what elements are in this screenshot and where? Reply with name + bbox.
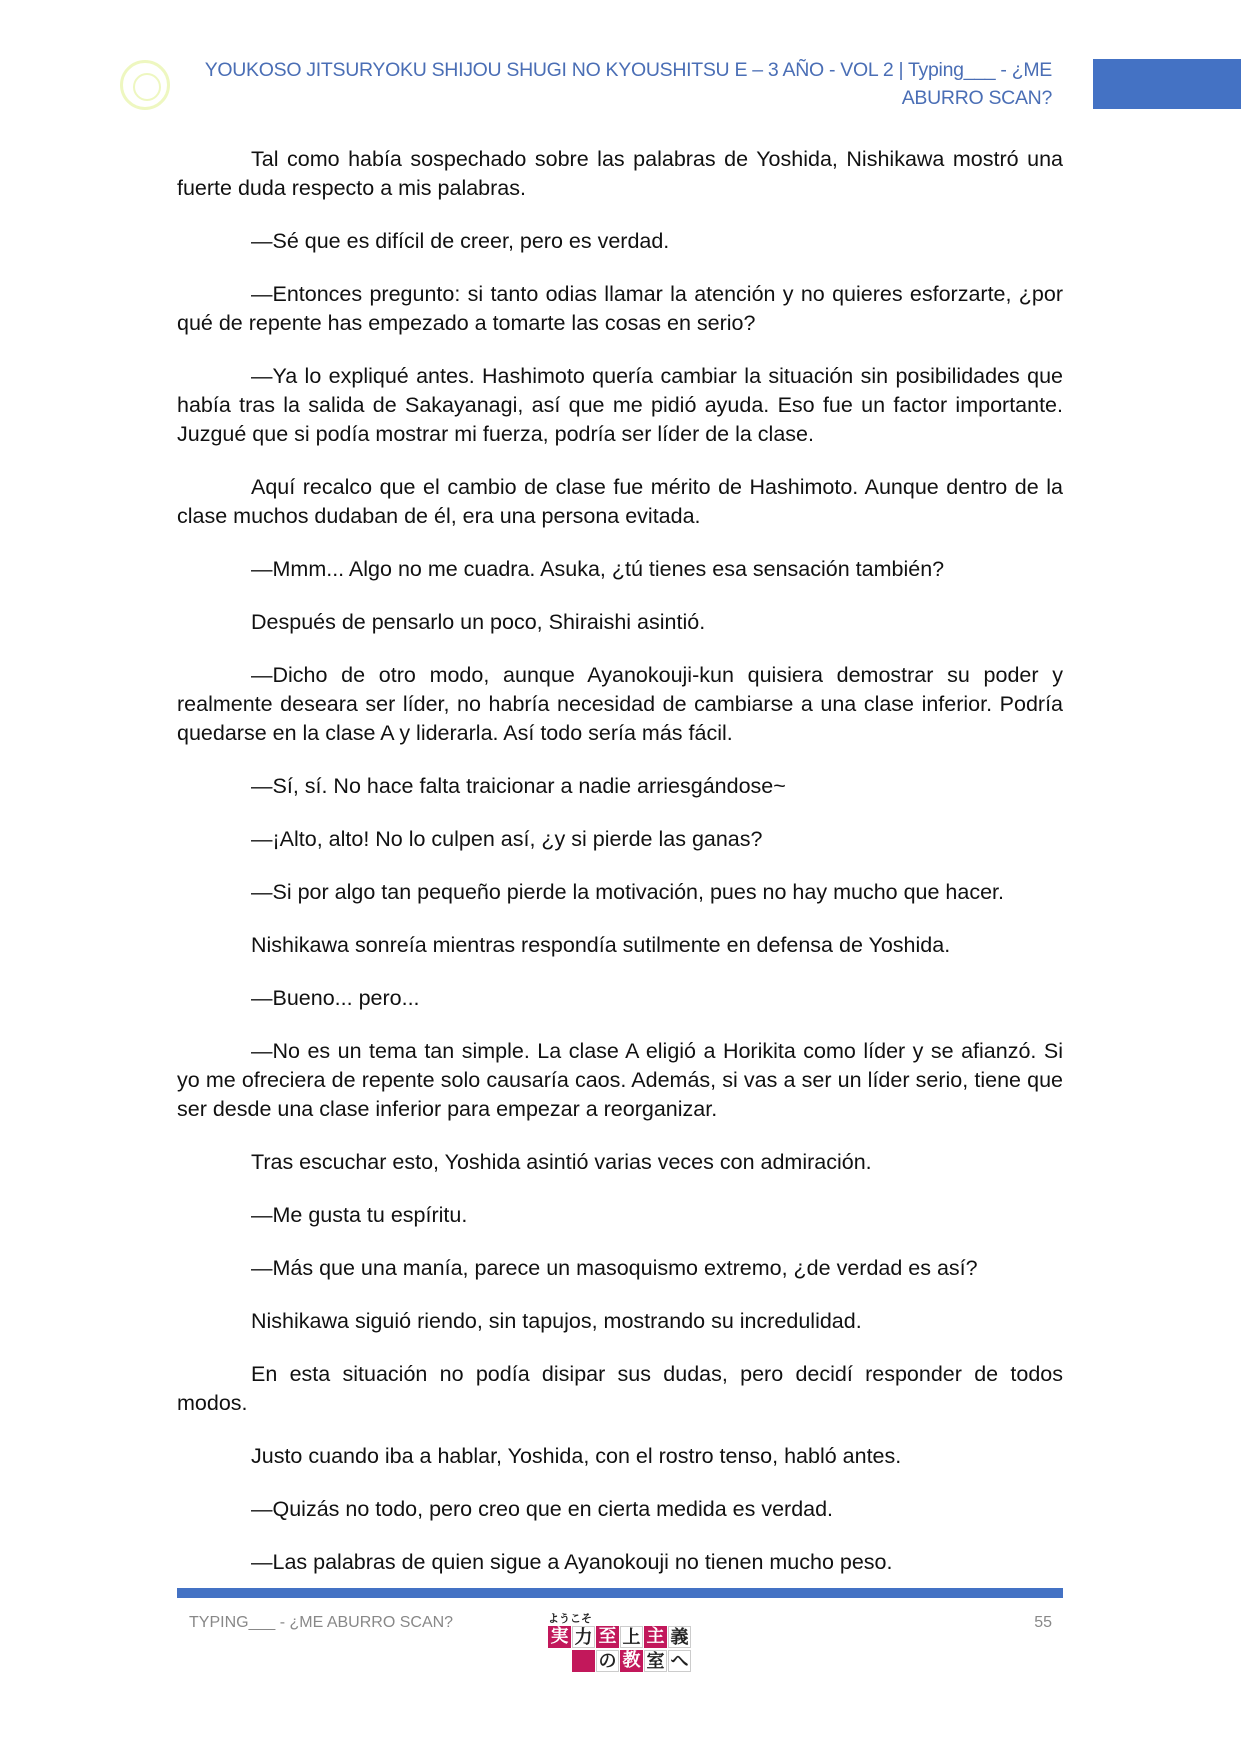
paragraph: —Mmm... Algo no me cuadra. Asuka, ¿tú tienes esa sensación también? — [251, 557, 945, 581]
header-accent-block — [1093, 59, 1241, 109]
paragraph: —Sí, sí. No hace falta traicionar a nadie arriesgándose~ — [251, 774, 786, 798]
paragraph: Nishikawa siguió riendo, sin tapujos, mostrando su incredulidad. — [251, 1309, 862, 1333]
page-number: 55 — [1034, 1614, 1052, 1631]
paragraph: Tras escuchar esto, Yoshida asintió varias veces con admiración. — [251, 1150, 872, 1174]
paragraph: Justo cuando iba a hablar, Yoshida, con el rostro tenso, habló antes. — [251, 1444, 902, 1468]
footer-credit: TYPING___ - ¿ME ABURRO SCAN? — [189, 1614, 454, 1631]
paragraph: —Las palabras de quien sigue a Ayanokouji no tienen mucho peso. — [251, 1550, 893, 1574]
series-logo: ようこそ 実 力 至 上 主 義 の 教 室 へ — [548, 1610, 694, 1676]
paragraph: Tal como había sospechado sobre las palabras de Yoshida, Nishikawa mostró una fuerte duda respecto a mis palabras. — [177, 147, 1063, 200]
paragraph: —Más que una manía, parece un masoquismo extremo, ¿de verdad es así? — [251, 1256, 978, 1280]
paragraph: —Me gusta tu espíritu. — [251, 1203, 468, 1227]
paragraph: —Quizás no todo, pero creo que en cierta medida es verdad. — [251, 1497, 834, 1521]
paragraph: Aquí recalco que el cambio de clase fue mérito de Hashimoto. Aunque dentro de la clase muchos dudaban de él, era una persona evitada. — [177, 475, 1063, 528]
paragraph: —Entonces pregunto: si tanto odias llamar la atención y no quieres esforzarte, ¿por qué de repente has empezado a tomarte las cosas en serio? — [177, 282, 1063, 335]
paragraph: —Si por algo tan pequeño pierde la motivación, pues no hay mucho que hacer. — [251, 880, 1004, 904]
paragraph: Después de pensarlo un poco, Shiraishi asintió. — [251, 610, 706, 634]
paragraph: Nishikawa sonreía mientras respondía sutilmente en defensa de Yoshida. — [251, 933, 951, 957]
paragraph: —Bueno... pero... — [251, 986, 420, 1010]
page-body — [177, 145, 1063, 1601]
paragraph: —Sé que es difícil de creer, pero es verdad. — [251, 229, 670, 253]
header-title: YOUKOSO JITSURYOKU SHIJOU SHUGI NO KYOUSHITSU E – 3 AÑO - VOL 2 | Typing___ - ¿ME ABURRO SCAN? — [204, 59, 1052, 109]
footer-divider — [177, 1588, 1063, 1598]
paragraph: —Ya lo expliqué antes. Hashimoto quería cambiar la situación sin posibilidades que había tras la salida de Sakayanagi, así que me pidió ayuda. Eso fue un factor importante. Juzgué que si podía mostrar mi fuerza, podría ser líder de la clase. — [177, 364, 1063, 446]
paragraph: —Dicho de otro modo, aunque Ayanokouji-kun quisiera demostrar su poder y realmente deseara ser líder, no habría necesidad de cambiarse a una clase inferior. Podría quedarse en la clase A y liderarla. Así todo sería más fácil. — [177, 663, 1063, 745]
paragraph: —¡Alto, alto! No lo culpen así, ¿y si pierde las ganas? — [251, 827, 763, 851]
paragraph: —No es un tema tan simple. La clase A eligió a Horikita como líder y se afianzó. Si yo me ofreciera de repente solo causaría caos. Además, si vas a ser un líder serio, tiene que ser desde una clase inferior para empezar a reorganizar. — [177, 1039, 1063, 1121]
paragraph: En esta situación no podía disipar sus dudas, pero decidí responder de todos modos. — [177, 1362, 1063, 1415]
